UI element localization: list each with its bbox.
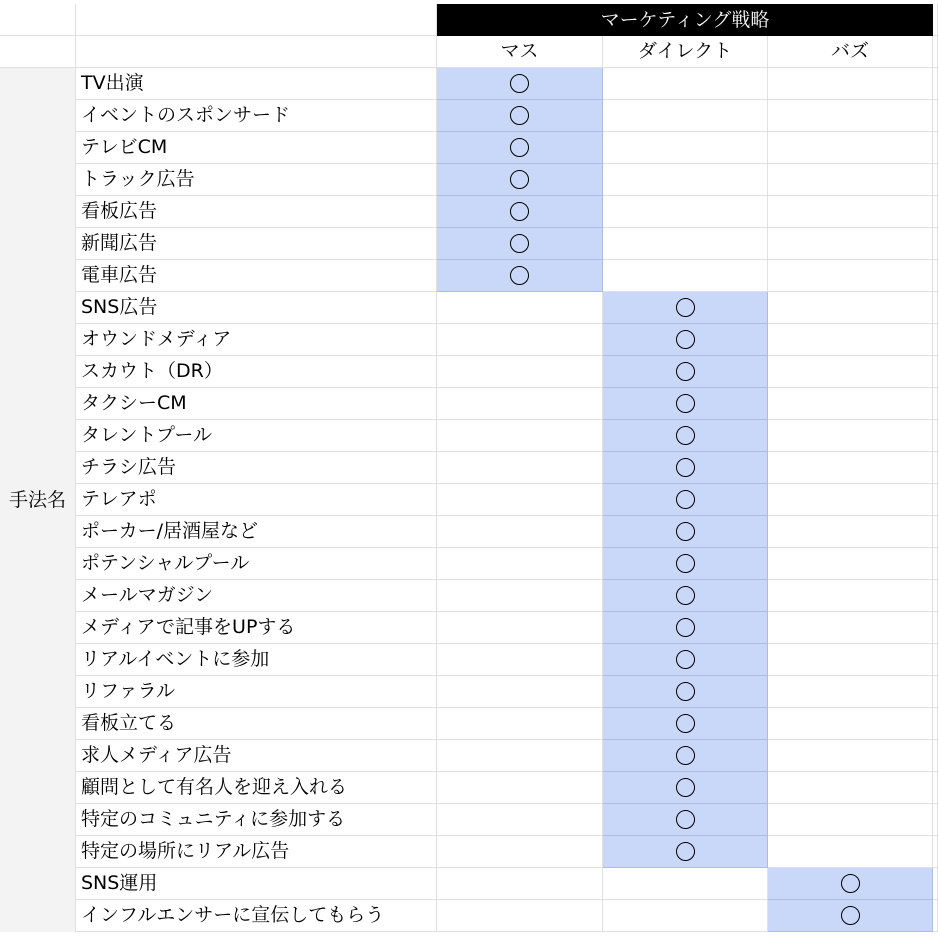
method-name-cell[interactable]: SNS運用	[76, 868, 437, 900]
method-name-cell[interactable]: 新聞広告	[76, 228, 437, 260]
row-edge-cell[interactable]	[933, 772, 938, 804]
circle-mark-icon	[676, 618, 695, 637]
strategy-cell-buzz[interactable]	[768, 68, 933, 100]
strategy-cell-mass[interactable]	[437, 68, 603, 100]
strategy-cell-mass[interactable]	[437, 644, 603, 676]
method-name-cell[interactable]: テレビCM	[76, 132, 437, 164]
header-right-cell[interactable]	[933, 4, 938, 36]
strategy-cell-mass[interactable]	[437, 356, 603, 388]
strategy-cell-direct[interactable]	[603, 580, 768, 612]
column-header-direct[interactable]: ダイレクト	[603, 36, 768, 68]
header-blank-cell[interactable]	[76, 4, 437, 36]
strategy-cell-direct[interactable]	[603, 548, 768, 580]
method-name-cell[interactable]: 求人メディア広告	[76, 740, 437, 772]
strategy-cell-direct[interactable]	[603, 612, 768, 644]
circle-mark-icon	[676, 554, 695, 573]
circle-mark-icon	[676, 810, 695, 829]
strategy-cell-direct[interactable]	[603, 868, 768, 900]
strategy-cell-mass[interactable]	[437, 516, 603, 548]
circle-mark-icon	[676, 330, 695, 349]
method-name-cell[interactable]: 電車広告	[76, 260, 437, 292]
row-edge-cell[interactable]	[933, 708, 938, 740]
circle-mark-icon	[510, 138, 529, 157]
row-edge-cell[interactable]	[933, 676, 938, 708]
row-edge-cell[interactable]	[933, 68, 938, 100]
strategy-cell-mass[interactable]	[437, 676, 603, 708]
circle-mark-icon	[676, 682, 695, 701]
circle-mark-icon	[676, 650, 695, 669]
strategy-cell-mass[interactable]	[437, 548, 603, 580]
circle-mark-icon	[676, 458, 695, 477]
strategy-cell-buzz[interactable]	[768, 260, 933, 292]
method-name-cell[interactable]: 特定の場所にリアル広告	[76, 836, 437, 868]
subheader-corner-cell[interactable]	[0, 36, 76, 68]
strategy-cell-direct[interactable]	[603, 132, 768, 164]
strategy-cell-direct[interactable]	[603, 900, 768, 932]
strategy-cell-mass[interactable]	[437, 260, 603, 292]
strategy-cell-direct[interactable]	[603, 740, 768, 772]
method-name-cell[interactable]: リファラル	[76, 676, 437, 708]
row-edge-cell[interactable]	[933, 420, 938, 452]
strategy-cell-buzz[interactable]	[768, 196, 933, 228]
strategy-cell-mass[interactable]	[437, 132, 603, 164]
strategy-cell-direct[interactable]	[603, 516, 768, 548]
circle-mark-icon	[510, 234, 529, 253]
strategy-cell-direct[interactable]	[603, 260, 768, 292]
strategy-cell-direct[interactable]	[603, 484, 768, 516]
row-edge-cell[interactable]	[933, 900, 938, 932]
method-name-cell[interactable]: 看板広告	[76, 196, 437, 228]
column-header-mass[interactable]: マス	[437, 36, 603, 68]
corner-cell[interactable]	[0, 4, 76, 36]
strategy-cell-buzz[interactable]	[768, 708, 933, 740]
circle-mark-icon	[676, 778, 695, 797]
strategy-cell-direct[interactable]	[603, 708, 768, 740]
strategy-cell-buzz[interactable]	[768, 580, 933, 612]
circle-mark-icon	[510, 74, 529, 93]
strategy-cell-buzz[interactable]	[768, 900, 933, 932]
strategy-cell-mass[interactable]	[437, 740, 603, 772]
row-edge-cell[interactable]	[933, 324, 938, 356]
circle-mark-icon	[841, 906, 860, 925]
row-edge-cell[interactable]	[933, 164, 938, 196]
strategy-cell-direct[interactable]	[603, 68, 768, 100]
strategy-cell-mass[interactable]	[437, 708, 603, 740]
strategy-cell-mass[interactable]	[437, 388, 603, 420]
strategy-cell-buzz[interactable]	[768, 356, 933, 388]
strategy-cell-mass[interactable]	[437, 900, 603, 932]
strategy-cell-mass[interactable]	[437, 836, 603, 868]
row-edge-cell[interactable]	[933, 292, 938, 324]
strategy-cell-buzz[interactable]	[768, 324, 933, 356]
method-name-cell[interactable]: SNS広告	[76, 292, 437, 324]
subheader-blank-cell[interactable]	[76, 36, 437, 68]
strategy-cell-direct[interactable]	[603, 196, 768, 228]
method-name-cell[interactable]: ポテンシャルプール	[76, 548, 437, 580]
strategy-cell-buzz[interactable]	[768, 868, 933, 900]
row-edge-cell[interactable]	[933, 836, 938, 868]
circle-mark-icon	[510, 170, 529, 189]
circle-mark-icon	[676, 522, 695, 541]
row-edge-cell[interactable]	[933, 132, 938, 164]
circle-mark-icon	[676, 362, 695, 381]
row-edge-cell[interactable]	[933, 516, 938, 548]
circle-mark-icon	[676, 394, 695, 413]
row-edge-cell[interactable]	[933, 580, 938, 612]
strategy-cell-buzz[interactable]	[768, 548, 933, 580]
strategy-cell-buzz[interactable]	[768, 772, 933, 804]
subheader-right-cell[interactable]	[933, 36, 938, 68]
row-edge-cell[interactable]	[933, 612, 938, 644]
strategy-cell-mass[interactable]	[437, 196, 603, 228]
strategy-cell-buzz[interactable]	[768, 164, 933, 196]
strategy-cell-mass[interactable]	[437, 292, 603, 324]
strategy-cell-direct[interactable]	[603, 388, 768, 420]
method-name-cell[interactable]: トラック広告	[76, 164, 437, 196]
row-edge-cell[interactable]	[933, 260, 938, 292]
strategy-cell-buzz[interactable]	[768, 676, 933, 708]
strategy-cell-direct[interactable]	[603, 324, 768, 356]
method-label-cell[interactable]: 手法名	[0, 68, 76, 932]
strategy-cell-direct[interactable]	[603, 420, 768, 452]
circle-mark-icon	[676, 586, 695, 605]
row-edge-cell[interactable]	[933, 452, 938, 484]
strategy-cell-buzz[interactable]	[768, 452, 933, 484]
strategy-cell-mass[interactable]	[437, 868, 603, 900]
strategy-cell-buzz[interactable]	[768, 292, 933, 324]
row-edge-cell[interactable]	[933, 548, 938, 580]
strategy-cell-buzz[interactable]	[768, 612, 933, 644]
strategy-cell-buzz[interactable]	[768, 388, 933, 420]
method-name-cell[interactable]: メディアで記事をUPする	[76, 612, 437, 644]
strategy-cell-direct[interactable]	[603, 292, 768, 324]
strategy-cell-mass[interactable]	[437, 324, 603, 356]
row-edge-cell[interactable]	[933, 644, 938, 676]
strategy-cell-mass[interactable]	[437, 100, 603, 132]
strategy-cell-mass[interactable]	[437, 484, 603, 516]
strategy-cell-mass[interactable]	[437, 612, 603, 644]
method-name-cell[interactable]: スカウト（DR）	[76, 356, 437, 388]
method-name-cell[interactable]: 看板立てる	[76, 708, 437, 740]
circle-mark-icon	[676, 490, 695, 509]
row-edge-cell[interactable]	[933, 356, 938, 388]
circle-mark-icon	[676, 426, 695, 445]
row-edge-cell[interactable]	[933, 228, 938, 260]
row-edge-cell[interactable]	[933, 196, 938, 228]
method-name-cell[interactable]: インフルエンサーに宣伝してもらう	[76, 900, 437, 932]
method-name-cell[interactable]: タレントプール	[76, 420, 437, 452]
circle-mark-icon	[676, 746, 695, 765]
strategy-cell-mass[interactable]	[437, 772, 603, 804]
strategy-cell-buzz[interactable]	[768, 100, 933, 132]
strategy-cell-mass[interactable]	[437, 452, 603, 484]
strategy-cell-mass[interactable]	[437, 228, 603, 260]
strategy-cell-direct[interactable]	[603, 676, 768, 708]
strategy-cell-buzz[interactable]	[768, 484, 933, 516]
method-name-cell[interactable]: ポーカー/居酒屋など	[76, 516, 437, 548]
circle-mark-icon	[676, 298, 695, 317]
strategy-cell-mass[interactable]	[437, 804, 603, 836]
strategy-cell-buzz[interactable]	[768, 804, 933, 836]
strategy-cell-direct[interactable]	[603, 228, 768, 260]
strategy-cell-mass[interactable]	[437, 164, 603, 196]
row-edge-cell[interactable]	[933, 804, 938, 836]
strategy-cell-direct[interactable]	[603, 100, 768, 132]
method-name-cell[interactable]: 特定のコミュニティに参加する	[76, 804, 437, 836]
column-header-buzz[interactable]: バズ	[768, 36, 933, 68]
strategy-cell-buzz[interactable]	[768, 228, 933, 260]
strategy-cell-direct[interactable]	[603, 772, 768, 804]
method-name-cell[interactable]: 顧問として有名人を迎え入れる	[76, 772, 437, 804]
circle-mark-icon	[510, 266, 529, 285]
strategy-header[interactable]: マーケティング戦略	[437, 4, 933, 36]
strategy-cell-buzz[interactable]	[768, 836, 933, 868]
strategy-cell-buzz[interactable]	[768, 516, 933, 548]
circle-mark-icon	[841, 874, 860, 893]
row-edge-cell[interactable]	[933, 740, 938, 772]
strategy-cell-direct[interactable]	[603, 804, 768, 836]
circle-mark-icon	[510, 202, 529, 221]
circle-mark-icon	[676, 842, 695, 861]
method-name-cell[interactable]: メールマガジン	[76, 580, 437, 612]
row-edge-cell[interactable]	[933, 100, 938, 132]
method-name-cell[interactable]: TV出演	[76, 68, 437, 100]
strategy-cell-mass[interactable]	[437, 420, 603, 452]
method-name-cell[interactable]: タクシーCM	[76, 388, 437, 420]
strategy-cell-direct[interactable]	[603, 452, 768, 484]
strategy-cell-mass[interactable]	[437, 580, 603, 612]
row-edge-cell[interactable]	[933, 484, 938, 516]
method-name-cell[interactable]: チラシ広告	[76, 452, 437, 484]
method-name-cell[interactable]: テレアポ	[76, 484, 437, 516]
circle-mark-icon	[510, 106, 529, 125]
method-name-cell[interactable]: イベントのスポンサード	[76, 100, 437, 132]
strategy-cell-buzz[interactable]	[768, 740, 933, 772]
circle-mark-icon	[676, 714, 695, 733]
row-edge-cell[interactable]	[933, 388, 938, 420]
method-name-cell[interactable]: オウンドメディア	[76, 324, 437, 356]
strategy-cell-direct[interactable]	[603, 644, 768, 676]
strategy-cell-buzz[interactable]	[768, 644, 933, 676]
strategy-cell-direct[interactable]	[603, 164, 768, 196]
row-edge-cell[interactable]	[933, 868, 938, 900]
strategy-cell-buzz[interactable]	[768, 132, 933, 164]
strategy-cell-buzz[interactable]	[768, 420, 933, 452]
method-name-cell[interactable]: リアルイベントに参加	[76, 644, 437, 676]
strategy-cell-direct[interactable]	[603, 836, 768, 868]
strategy-cell-direct[interactable]	[603, 356, 768, 388]
